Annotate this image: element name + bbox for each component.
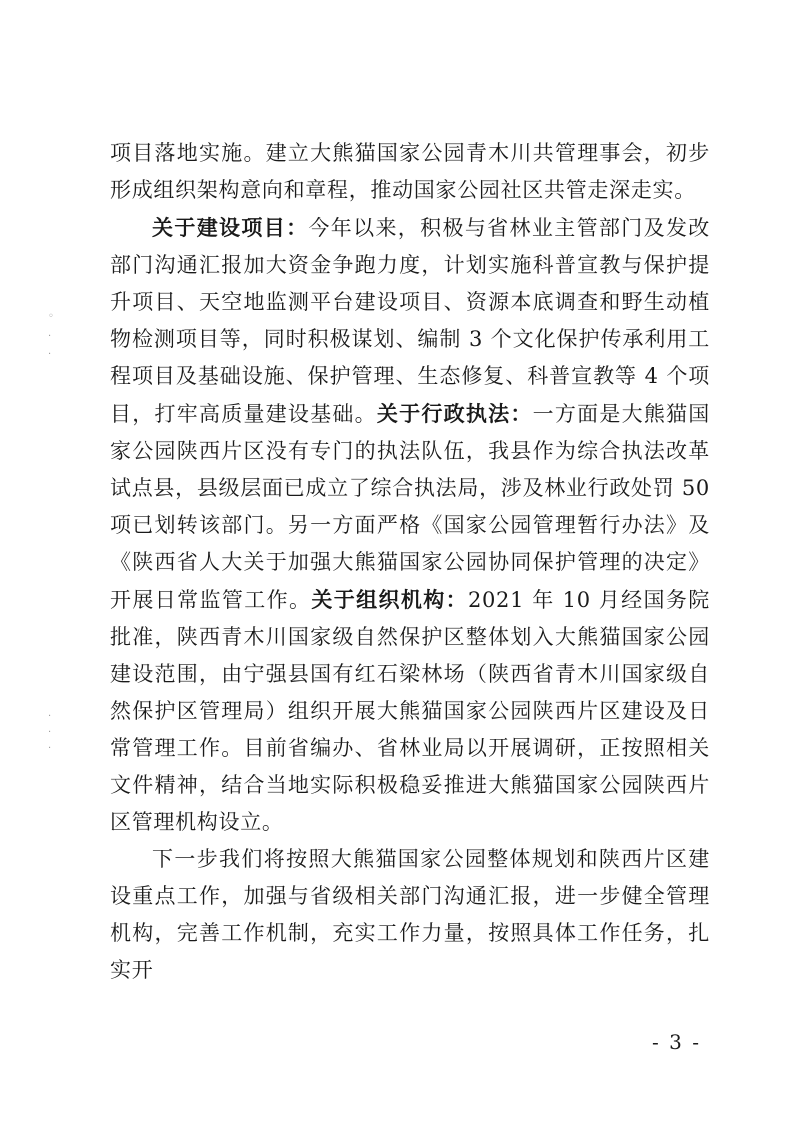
binding-hole-mark: · (48, 727, 52, 738)
body-text (110, 135, 710, 989)
text-segment: 今年以来，积极与省林业主管部门及发改部门沟通汇报加大资金争跑力度，计划实施科普宣教与保护提升项目、天空地监测平台建设项目、资源本底调查和野生动植物检测项目等，同时积极谋划、编制 3 个文化保护传承利用工程项目及基础设施、保护管理、生态修复、科普宣教等 4 个项目，打牢高质量建设基础。 (110, 216, 710, 426)
heading-organization: 关于组织机构： (311, 587, 468, 612)
binding-hole-mark: · (48, 331, 52, 342)
binding-hole-mark: ◦ (48, 311, 54, 322)
text-segment: 一方面是大熊猫国家公园陕西片区没有专门的执法队伍，我县作为综合执法改革试点县，县级层面已成立了综合执法局，涉及林业行政处罚 50 项已划转该部门。另一方面严格《国家公园管理暂行办法》及《陕西省人大关于加强大熊猫国家公园协同保护管理的决定》开展日常监管工作。 (110, 402, 710, 612)
binding-hole-mark: · (48, 743, 52, 754)
text-segment: 2021 年 10 月经国务院批准，陕西青木川国家级自然保护区整体划入大熊猫国家公园建设范围，由宁强县国有红石梁林场（陕西省青木川国家级自然保护区管理局）组织开展大熊猫国家公园陕西片区建设及日常管理工作。目前省编办、省林业局以开展调研，正按照相关文件精神，结合当地实际积极稳妥推进大熊猫国家公园陕西片区管理机构设立。 (110, 588, 710, 834)
text-segment: 下一步我们将按照大熊猫国家公园整体规划和陕西片区建设重点工作，加强与省级相关部门沟通汇报，进一步健全管理机构，完善工作机制，充实工作力量，按照具体工作任务，扎实开 (110, 847, 710, 982)
heading-construction-projects: 关于建设项目： (152, 215, 309, 240)
binding-hole-mark: · (48, 711, 52, 722)
paragraph-2 (110, 209, 710, 841)
paragraph-3 (110, 841, 710, 989)
heading-administrative-enforcement: 关于行政执法： (376, 401, 533, 426)
page-number: - 3 - (652, 1030, 701, 1054)
binding-hole-mark: · (48, 349, 52, 360)
text-segment: 项目落地实施。建立大熊猫国家公园青木川共管理事会，初步形成组织架构意向和章程，推动国家公园社区共管走深走实。 (110, 141, 710, 202)
paragraph-1 (110, 135, 710, 209)
